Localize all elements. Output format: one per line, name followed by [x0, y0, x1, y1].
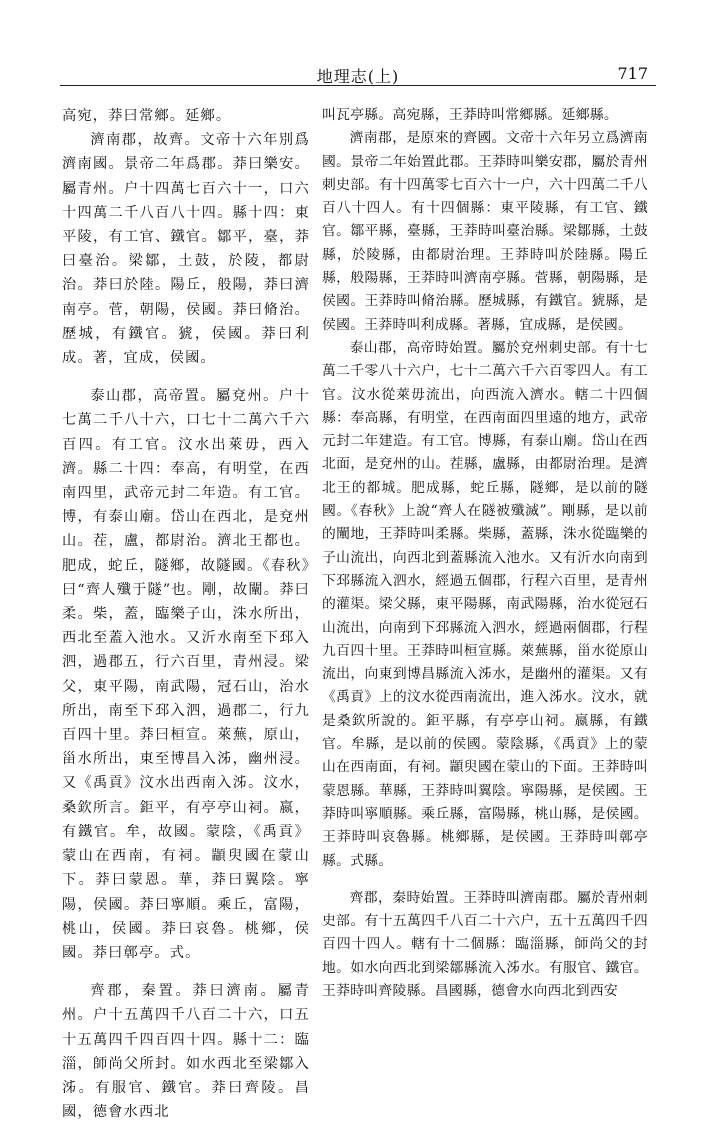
page-header: [60, 56, 656, 86]
page-number: 717: [617, 64, 648, 83]
text-paragraph: 齊郡，秦時始置。王莽時叫濟南郡。屬於青州刺史部。有十五萬四千八百二十六户，五十五萬四千四百四十四人。轄有十二個縣：臨淄縣，師尚父的封地。如水向西北到梁鄒縣流入泲水。有服官、鐵官。王莽時叫齊陵縣。昌國縣，德會水向西北到西安: [322, 889, 648, 999]
text-paragraph: 泰山郡，高帝時始置。屬於兗州刺史部。有十七萬二千零八十六户，七十二萬六千六百零四人。有工官。汶水從萊毋流出，向西流入濟水。轄二十四個縣：奉高縣，有明堂，在西南面四里遠的地方，武帝元封二年建造。有工官。博縣，有泰山廟。岱山在西北面，是兗州的山。茬縣，盧縣，由都尉治理。是濟北王的都城。肥成縣，蛇丘縣，隧鄉，是以前的隧國。《春秋》上說“齊人在隧被殲滅”。剛縣，是以前的闡地，王莽時叫柔縣。柴縣，蓋縣，洙水從臨樂的子山流出，向西北到蓋縣流入池水。又有沂水向南到下邳縣流入泗水，經過五個郡，行程六百里，是青州的灌渠。梁父縣，東平陽縣，南武陽縣，治水從冠石山流出，向南到下邳縣流入泗水，經過兩個郡，行程九百四十里。王莽時叫桓宣縣。萊蕪縣，甾水從原山流出，向東到博昌縣流入泲水，是幽州的灌渠。又有《禹貢》上的汶水從西南流出，進入泲水。汶水，就是桑欽所說的。鉅平縣，有亭亭山祠。嬴縣，有鐵官。牟縣，是以前的侯國。蒙陰縣，《禹貢》上的蒙山在西南面，有祠。顓臾國在蒙山的下面。王莽時叫蒙恩縣。華縣，王莽時叫翼陰。寧陽縣，是侯國。王莽時叫寧順縣。乘丘縣，富陽縣，桃山縣，是侯國。王莽時叫哀魯縣。桃鄉縣，是侯國。王莽時叫鄣亭縣。式縣。: [322, 339, 648, 869]
classical-text-column: [62, 104, 310, 1121]
running-title: 地理志(上): [316, 67, 400, 86]
text-paragraph: 高宛，莽曰常鄉。延鄉。: [62, 108, 232, 124]
text-paragraph: 濟南郡，故齊。文帝十六年別爲濟南國。景帝二年爲郡。莽曰樂安。屬青州。户十四萬七百六十一，口六十四萬二千八百八十四。縣十四：東平陵，有工官、鐵官。鄒平，臺，莽曰臺治。梁鄒，土鼓，於陵，都尉治。莽曰於陸。陽丘，般陽，莽曰濟南亭。菅，朝陽，侯國。莽曰脩治。歷城，有鐵官。猇，侯國。莽曰利成。著，宜成，侯國。: [62, 132, 310, 367]
header-rule: [60, 85, 656, 86]
text-paragraph: 叫瓦亭縣。高宛縣，王莽時叫常鄉縣。延鄉縣。: [322, 107, 619, 123]
translation-column: [322, 104, 648, 999]
text-paragraph: 齊郡，秦置。莽曰濟南。屬青州。户十五萬四千八百二十六，口五十五萬四千四百四十四。縣十二：臨淄，師尚父所封。如水西北至梁鄒入泲。有服官、鐵官。莽曰齊陵。昌國，德會水西北: [62, 983, 310, 1121]
text-paragraph: 濟南郡，是原來的齊國。文帝十六年另立爲濟南國。景帝二年始置此郡。王莽時叫樂安郡，屬於青州刺史部。有十四萬零七百六十一户，六十四萬二千八百八十四人。有十四個縣：東平陵縣，有工官、鐵官。鄒平縣，臺縣，王莽時叫臺治縣。梁鄒縣，土鼓縣，於陵縣，由都尉治理。王莽時叫於陸縣。陽丘縣，般陽縣，王莽時叫濟南亭縣。菅縣，朝陽縣，是侯國。王莽時叫脩治縣。歷城縣，有鐵官。猇縣，是侯國。王莽時叫利成縣。著縣，宜成縣，是侯國。: [322, 130, 648, 333]
text-paragraph: 泰山郡，高帝置。屬兗州。户十七萬二千八十六，口七十二萬六千六百四。有工官。汶水出萊毋，西入濟。縣二十四：奉高，有明堂，在西南四里，武帝元封二年造。有工官。博，有泰山廟。岱山在西北，是兗州山。茬，盧，都尉治。濟北王都也。肥成，蛇丘，隧鄉，故隧國。《春秋》曰“齊人殲于隧”也。剛，故闡。莽曰柔。柴，蓋，臨樂子山，洙水所出，西北至蓋入池水。又沂水南至下邳入泗，過郡五，行六百里，青州浸。梁父，東平陽，南武陽，冠石山，治水所出，南至下邳入泗，過郡二，行九百四十里。莽曰桓宣。萊蕪，原山，甾水所出，東至博昌入泲，幽州浸。又《禹貢》汶水出西南入泲。汶水，桑欽所言。鉅平，有亭亭山祠。嬴，有鐵官。牟，故國。蒙陰，《禹貢》蒙山在西南，有祠。顓臾國在蒙山下。莽曰蒙恩。華，莽曰翼陰。寧陽，侯國。莽曰寧順。乘丘，富陽，桃山，侯國。莽曰哀魯。桃鄉，侯國。莽曰鄣亭。式。: [62, 388, 310, 961]
